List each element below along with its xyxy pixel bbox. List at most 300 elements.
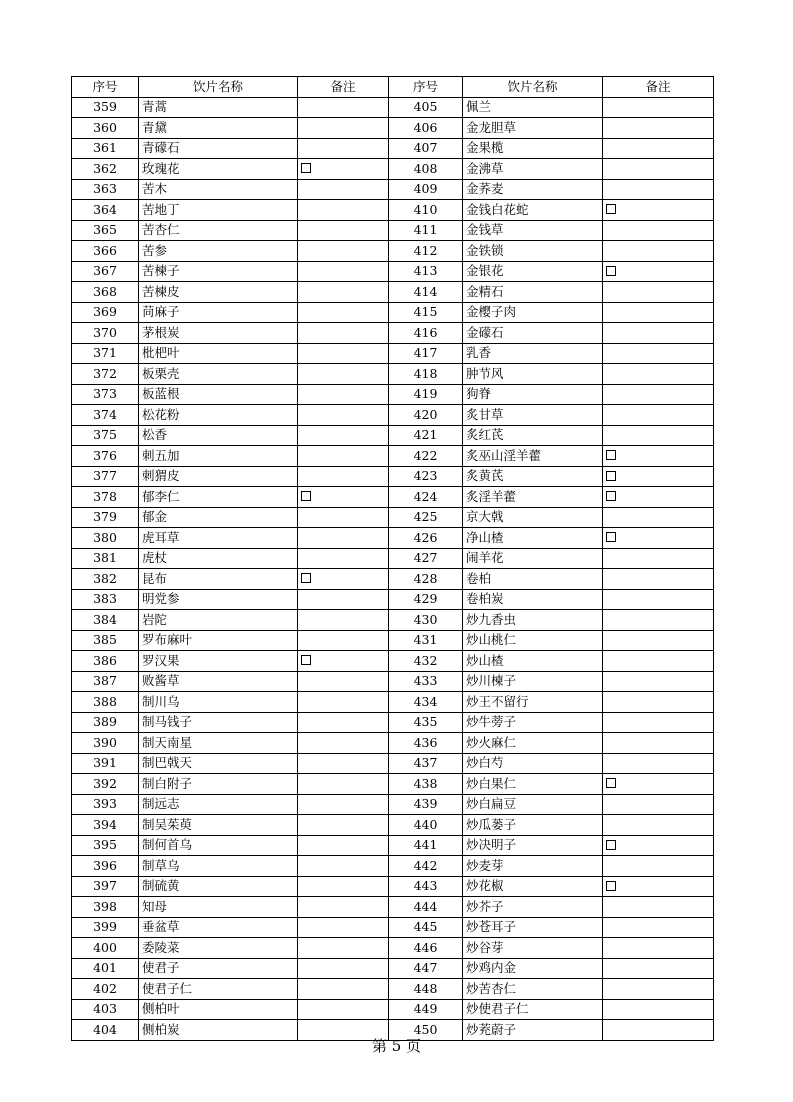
seq-number: 444 [389,897,463,918]
header-name-right: 饮片名称 [463,77,603,98]
note-cell [603,794,714,815]
note-cell [298,917,389,938]
note-cell [603,979,714,1000]
seq-number: 402 [72,979,139,1000]
note-cell [603,302,714,323]
seq-number: 435 [389,712,463,733]
herb-name: 制天南星 [139,733,298,754]
seq-number: 379 [72,507,139,528]
table-row [72,979,714,1000]
herb-name: 炙黄芪 [463,466,603,487]
note-cell [298,528,389,549]
table-row [72,302,714,323]
note-cell [603,487,714,508]
seq-number: 434 [389,692,463,713]
herb-name: 制吴茱萸 [139,815,298,836]
seq-number: 413 [389,261,463,282]
table-row [72,138,714,159]
seq-number: 384 [72,610,139,631]
note-cell [298,774,389,795]
seq-number: 369 [72,302,139,323]
table-row [72,261,714,282]
table-row [72,835,714,856]
note-cell [298,569,389,590]
seq-number: 380 [72,528,139,549]
seq-number: 429 [389,589,463,610]
table-row [72,507,714,528]
table-row [72,425,714,446]
seq-number: 370 [72,323,139,344]
table-row [72,794,714,815]
herb-name: 炒山楂 [463,651,603,672]
herb-name: 炒使君子仁 [463,999,603,1020]
table-row [72,712,714,733]
seq-number: 414 [389,282,463,303]
table-row [72,610,714,631]
seq-number: 418 [389,364,463,385]
herb-name: 青礞石 [139,138,298,159]
herb-name: 金钱白花蛇 [463,200,603,221]
note-cell [603,528,714,549]
herb-list-table [71,76,714,1041]
note-cell [603,261,714,282]
herb-name: 松花粉 [139,405,298,426]
herb-name: 虎杖 [139,548,298,569]
seq-number: 403 [72,999,139,1020]
seq-number: 401 [72,958,139,979]
note-cell [298,97,389,118]
seq-number: 405 [389,97,463,118]
herb-name: 狗脊 [463,384,603,405]
herb-name: 委陵菜 [139,938,298,959]
note-cell [603,200,714,221]
note-cell [603,159,714,180]
seq-number: 400 [72,938,139,959]
note-cell [298,856,389,877]
checkbox-mark-icon [606,532,616,542]
table-row [72,343,714,364]
seq-number: 446 [389,938,463,959]
herb-name: 卷柏 [463,569,603,590]
note-cell [298,466,389,487]
note-cell [603,138,714,159]
herb-name: 制草乌 [139,856,298,877]
page-number: 第 5 页 [371,1037,422,1055]
seq-number: 417 [389,343,463,364]
herb-name: 炙巫山淫羊藿 [463,446,603,467]
herb-name: 茅根炭 [139,323,298,344]
herb-name: 乳香 [463,343,603,364]
seq-number: 448 [389,979,463,1000]
note-cell [298,999,389,1020]
seq-number: 394 [72,815,139,836]
herb-name: 板栗壳 [139,364,298,385]
seq-number: 373 [72,384,139,405]
seq-number: 392 [72,774,139,795]
note-cell [298,692,389,713]
herb-name: 炒麦芽 [463,856,603,877]
table-row [72,897,714,918]
seq-number: 359 [72,97,139,118]
table-row [72,446,714,467]
seq-number: 364 [72,200,139,221]
seq-number: 430 [389,610,463,631]
table-row [72,323,714,344]
herb-name: 炒茺蔚子 [463,1020,603,1041]
seq-number: 421 [389,425,463,446]
note-cell [603,343,714,364]
seq-number: 360 [72,118,139,139]
note-cell [298,835,389,856]
note-cell [298,323,389,344]
table-row [72,999,714,1020]
checkbox-mark-icon [301,163,311,173]
note-cell [603,220,714,241]
seq-number: 427 [389,548,463,569]
seq-number: 393 [72,794,139,815]
note-cell [603,671,714,692]
seq-number: 388 [72,692,139,713]
note-cell [298,118,389,139]
note-cell [298,138,389,159]
note-cell [603,589,714,610]
herb-name: 炙淫羊藿 [463,487,603,508]
seq-number: 443 [389,876,463,897]
herb-name: 郁金 [139,507,298,528]
seq-number: 367 [72,261,139,282]
note-cell [298,446,389,467]
table-row [72,220,714,241]
herb-name: 金樱子肉 [463,302,603,323]
herb-name: 炙红芪 [463,425,603,446]
checkbox-mark-icon [606,450,616,460]
seq-number: 389 [72,712,139,733]
note-cell [298,712,389,733]
seq-number: 374 [72,405,139,426]
note-cell [298,610,389,631]
herb-name: 罗布麻叶 [139,630,298,651]
table-body [72,97,714,1040]
note-cell [603,118,714,139]
herb-name: 闹羊花 [463,548,603,569]
table-row [72,692,714,713]
herb-name: 侧柏炭 [139,1020,298,1041]
table-row [72,241,714,262]
herb-name: 金银花 [463,261,603,282]
table-row [72,118,714,139]
seq-number: 361 [72,138,139,159]
note-cell [603,958,714,979]
note-cell [298,548,389,569]
seq-number: 419 [389,384,463,405]
seq-number: 416 [389,323,463,344]
herb-name: 板蓝根 [139,384,298,405]
herb-name: 炒决明子 [463,835,603,856]
checkbox-mark-icon [606,840,616,850]
seq-number: 438 [389,774,463,795]
herb-name: 炒王不留行 [463,692,603,713]
herb-name: 苦地丁 [139,200,298,221]
herb-name: 炒九香虫 [463,610,603,631]
seq-number: 381 [72,548,139,569]
note-cell [298,938,389,959]
seq-number: 378 [72,487,139,508]
table-row [72,548,714,569]
seq-number: 397 [72,876,139,897]
table-row [72,774,714,795]
seq-number: 362 [72,159,139,180]
table-row [72,876,714,897]
note-cell [603,917,714,938]
note-cell [603,835,714,856]
herb-name: 苦参 [139,241,298,262]
seq-number: 406 [389,118,463,139]
seq-number: 424 [389,487,463,508]
herb-name: 制远志 [139,794,298,815]
note-cell [603,938,714,959]
seq-number: 396 [72,856,139,877]
checkbox-mark-icon [606,204,616,214]
herb-name: 肿节风 [463,364,603,385]
herb-name: 金钱草 [463,220,603,241]
note-cell [298,651,389,672]
seq-number: 409 [389,179,463,200]
herb-name: 金果榄 [463,138,603,159]
checkbox-mark-icon [606,881,616,891]
checkbox-mark-icon [301,573,311,583]
herb-name: 岩陀 [139,610,298,631]
note-cell [603,282,714,303]
table-row [72,815,714,836]
table-row [72,528,714,549]
seq-number: 382 [72,569,139,590]
seq-number: 450 [389,1020,463,1041]
note-cell [603,733,714,754]
herb-name: 炒花椒 [463,876,603,897]
note-cell [603,999,714,1020]
note-cell [298,282,389,303]
seq-number: 439 [389,794,463,815]
herb-name: 刺猬皮 [139,466,298,487]
note-cell [298,671,389,692]
table-row [72,364,714,385]
herb-name: 炒鸡内金 [463,958,603,979]
herb-name: 炒川楝子 [463,671,603,692]
herb-name: 使君子仁 [139,979,298,1000]
seq-number: 445 [389,917,463,938]
header-seq-right: 序号 [389,77,463,98]
note-cell [603,384,714,405]
seq-number: 377 [72,466,139,487]
herb-name: 炒白芍 [463,753,603,774]
seq-number: 441 [389,835,463,856]
note-cell [603,179,714,200]
seq-number: 411 [389,220,463,241]
note-cell [603,876,714,897]
seq-number: 386 [72,651,139,672]
seq-number: 366 [72,241,139,262]
table-row [72,159,714,180]
note-cell [603,651,714,672]
herb-name: 炒芥子 [463,897,603,918]
seq-number: 363 [72,179,139,200]
checkbox-mark-icon [301,491,311,501]
herb-name: 制巴戟天 [139,753,298,774]
table-row [72,733,714,754]
seq-number: 376 [72,446,139,467]
herb-name: 苘麻子 [139,302,298,323]
note-cell [298,897,389,918]
herb-name: 苦木 [139,179,298,200]
note-cell [298,979,389,1000]
seq-number: 371 [72,343,139,364]
note-cell [603,630,714,651]
note-cell [603,569,714,590]
herb-name: 金沸草 [463,159,603,180]
seq-number: 442 [389,856,463,877]
seq-number: 398 [72,897,139,918]
herb-name: 金龙胆草 [463,118,603,139]
checkbox-mark-icon [606,778,616,788]
note-cell [298,364,389,385]
herb-name: 昆布 [139,569,298,590]
herb-name: 刺五加 [139,446,298,467]
herb-name: 制何首乌 [139,835,298,856]
seq-number: 440 [389,815,463,836]
seq-number: 391 [72,753,139,774]
table-row [72,938,714,959]
note-cell [298,384,389,405]
herb-name: 罗汉果 [139,651,298,672]
table-row [72,466,714,487]
seq-number: 449 [389,999,463,1020]
herb-name: 炙甘草 [463,405,603,426]
herb-name: 炒瓜蒌子 [463,815,603,836]
seq-number: 395 [72,835,139,856]
note-cell [603,610,714,631]
note-cell [603,323,714,344]
seq-number: 447 [389,958,463,979]
table-header-row [72,77,714,98]
note-cell [298,958,389,979]
checkbox-mark-icon [301,655,311,665]
seq-number: 422 [389,446,463,467]
herb-name: 虎耳草 [139,528,298,549]
herb-name: 知母 [139,897,298,918]
herb-name: 枇杷叶 [139,343,298,364]
herb-name: 垂盆草 [139,917,298,938]
note-cell [298,487,389,508]
note-cell [298,159,389,180]
table-row [72,282,714,303]
note-cell [298,302,389,323]
herb-name: 金铁锁 [463,241,603,262]
seq-number: 432 [389,651,463,672]
note-cell [603,97,714,118]
herb-name: 金精石 [463,282,603,303]
header-name-left: 饮片名称 [139,77,298,98]
note-cell [298,876,389,897]
herb-name: 制川乌 [139,692,298,713]
note-cell [603,466,714,487]
note-cell [298,630,389,651]
note-cell [603,507,714,528]
seq-number: 375 [72,425,139,446]
seq-number: 390 [72,733,139,754]
note-cell [298,589,389,610]
note-cell [603,241,714,262]
note-cell [298,343,389,364]
seq-number: 385 [72,630,139,651]
table-row [72,958,714,979]
note-cell [603,692,714,713]
seq-number: 399 [72,917,139,938]
seq-number: 415 [389,302,463,323]
checkbox-mark-icon [606,266,616,276]
checkbox-mark-icon [606,491,616,501]
seq-number: 436 [389,733,463,754]
table-row [72,651,714,672]
herb-name: 苦楝皮 [139,282,298,303]
header-note-left: 备注 [298,77,389,98]
herb-name: 炒苦杏仁 [463,979,603,1000]
herb-name: 青蒿 [139,97,298,118]
herb-name: 明党参 [139,589,298,610]
herb-name: 佩兰 [463,97,603,118]
herb-name: 制马钱子 [139,712,298,733]
table-row [72,487,714,508]
seq-number: 426 [389,528,463,549]
seq-number: 423 [389,466,463,487]
seq-number: 410 [389,200,463,221]
note-cell [298,425,389,446]
seq-number: 368 [72,282,139,303]
table-row [72,917,714,938]
seq-number: 425 [389,507,463,528]
table-row [72,630,714,651]
note-cell [603,446,714,467]
seq-number: 437 [389,753,463,774]
herb-name: 侧柏叶 [139,999,298,1020]
note-cell [603,815,714,836]
herb-name: 卷柏炭 [463,589,603,610]
herb-name: 炒白果仁 [463,774,603,795]
herb-name: 炒火麻仁 [463,733,603,754]
table-row [72,97,714,118]
herb-name: 京大戟 [463,507,603,528]
seq-number: 431 [389,630,463,651]
table-row [72,569,714,590]
herb-name: 郁李仁 [139,487,298,508]
herb-name: 炒谷芽 [463,938,603,959]
note-cell [298,815,389,836]
note-cell [603,897,714,918]
table-row [72,384,714,405]
note-cell [603,856,714,877]
herb-name: 制白附子 [139,774,298,795]
herb-name: 败酱草 [139,671,298,692]
note-cell [603,753,714,774]
note-cell [298,220,389,241]
herb-name: 松香 [139,425,298,446]
herb-name: 苦杏仁 [139,220,298,241]
note-cell [603,712,714,733]
seq-number: 433 [389,671,463,692]
table-row [72,856,714,877]
herb-name: 炒牛蒡子 [463,712,603,733]
note-cell [298,733,389,754]
table-row [72,179,714,200]
